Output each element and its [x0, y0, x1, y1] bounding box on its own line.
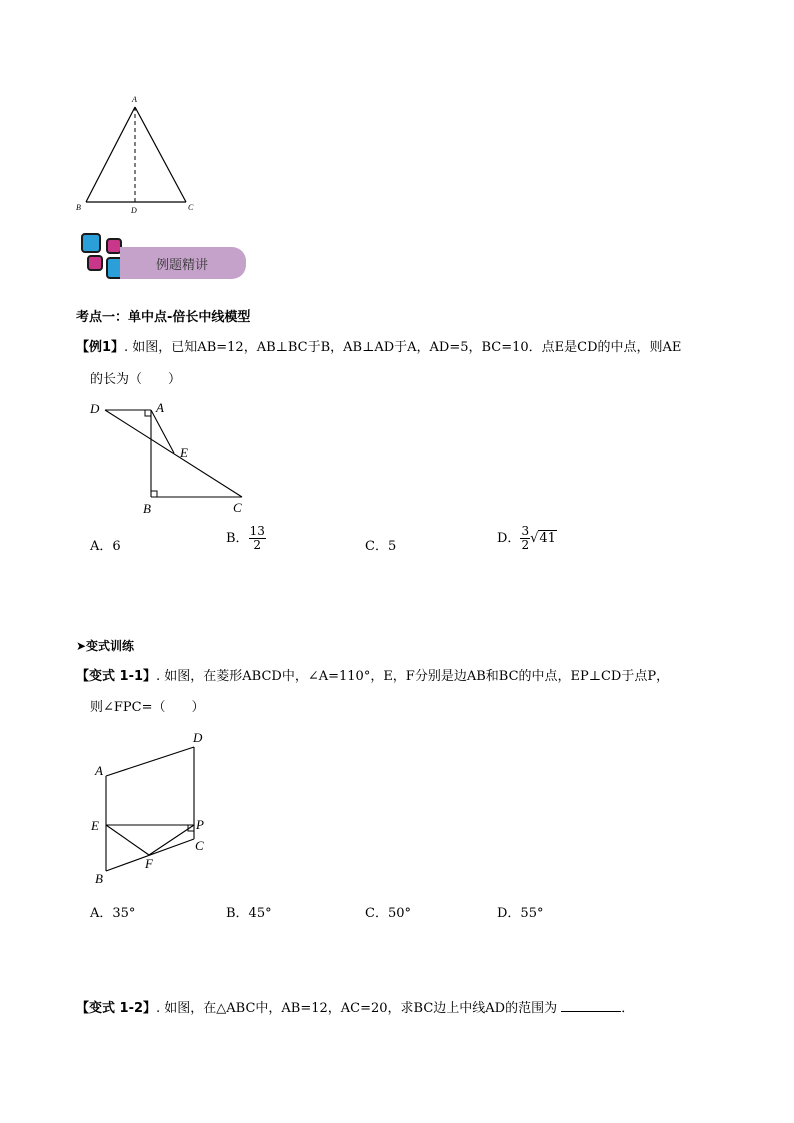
label-d: D: [131, 206, 137, 215]
label-a: A: [95, 763, 103, 778]
example-1-text-1: . 如图，已知AB=12，AB⊥BC于B，AB⊥AD于A，AD=5，BC=10．点E是CD的中点，则AE: [124, 340, 682, 355]
variant-1-1-line-2: 则∠FPC=（ ）: [90, 700, 205, 715]
answer-blank[interactable]: [561, 999, 621, 1012]
variant-1-1-tag: 【变式 1-1】: [76, 669, 157, 684]
label-d: D: [90, 401, 100, 416]
banner-title: 例题精讲: [156, 258, 209, 273]
variant-1-1-option-a[interactable]: A．35°: [90, 906, 136, 921]
label-c: C: [188, 203, 194, 212]
fraction-13-over-2: $\frac{13}{2}$: [249, 524, 265, 552]
variant-1-1-option-b[interactable]: B．45°: [226, 906, 272, 921]
variant-1-1-option-c[interactable]: C．50°: [365, 906, 411, 921]
variant-1-1-option-d[interactable]: D．55°: [497, 906, 544, 921]
figure-variant-1-1: [86, 728, 216, 888]
variant-1-1-text-1: . 如图，在菱形ABCD中，∠A=110°，E，F分别是边AB和BC的中点，EP⊥CD于点P，: [156, 669, 670, 684]
label-d: D: [193, 730, 203, 745]
section-title-1: 考点一：单中点-倍长中线模型: [76, 310, 251, 325]
label-p: P: [196, 817, 204, 832]
variant-1-2-end: ．: [621, 1001, 635, 1016]
label-e: E: [91, 818, 99, 833]
example-1-option-b[interactable]: B． $\frac{13}{2}$: [226, 524, 265, 552]
figure-example-1: [86, 396, 256, 518]
variant-1-2-line-1: [76, 999, 634, 1018]
practice-heading: ➤变式训练: [76, 639, 135, 653]
variant-1-1-line-1: [76, 668, 669, 686]
example-1-line-1: [76, 339, 681, 357]
variant-1-2-tag: 【变式 1-2】: [76, 1001, 157, 1016]
label-f: F: [145, 856, 153, 871]
example-1-option-a[interactable]: A．6: [90, 539, 121, 554]
label-b: B: [76, 203, 81, 212]
figure-isosceles-triangle: [70, 92, 210, 217]
label-a: A: [156, 400, 164, 415]
example-1-line-2: 的长为（ ）: [90, 372, 182, 387]
label-a: A: [132, 95, 137, 104]
fraction-3-over-2: $\frac{3}{2}$: [521, 524, 530, 552]
label-b: B: [95, 871, 103, 886]
example-1-option-d[interactable]: D． $\frac{3}{2}$ √41: [497, 524, 556, 552]
side-ac: [135, 107, 186, 202]
variant-1-2-text-1: . 如图，在△ABC中，AB=12，AC=20，求BC边上中线AD的范围为: [156, 1001, 558, 1016]
label-b: B: [143, 501, 151, 516]
example-1-tag: 【例1】: [76, 340, 125, 355]
side-ab: [86, 107, 135, 202]
section-banner: [78, 230, 248, 284]
label-c: C: [233, 500, 242, 515]
example-1-option-c[interactable]: C．5: [365, 539, 397, 554]
sqrt-icon: √41: [530, 531, 556, 546]
label-c: C: [195, 838, 204, 853]
label-e: E: [180, 445, 188, 460]
